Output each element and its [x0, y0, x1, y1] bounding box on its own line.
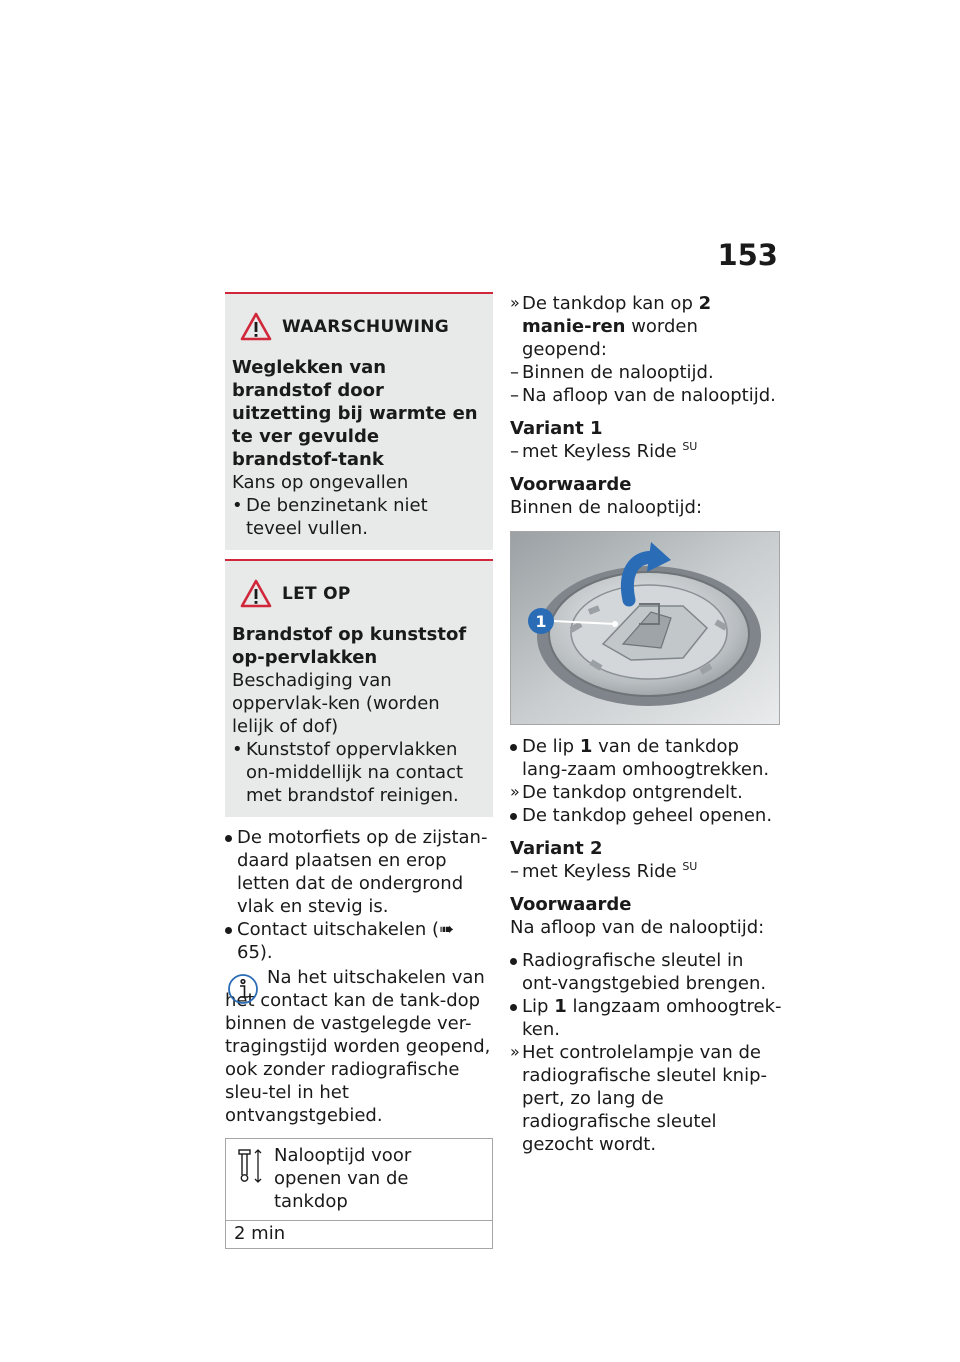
warning-heading: Weglekken van brandstof door uitzetting bij warmte en te ver gevulde brandstof-tank	[232, 357, 478, 470]
variant1-pre-text: Binnen de nalooptijd:	[510, 497, 703, 518]
v1-step1-pre: De lip	[522, 736, 580, 757]
v2-step2-num: 1	[554, 996, 567, 1017]
spec-label: Nalooptijd voor openen van de tankdop	[274, 1145, 412, 1212]
variant2-condition-text: met Keyless Ride	[522, 861, 677, 882]
variant1-condition-text: met Keyless Ride	[522, 441, 677, 462]
variant1-condition	[510, 440, 782, 463]
v1-step1-post: van de tankdop lang-zaam omhoogtrekken.	[522, 736, 770, 780]
caution-triangle-icon	[240, 579, 272, 609]
caution-heading: Brandstof op kunststof op-pervlakken	[232, 624, 467, 668]
warning-title: WAARSCHUWING	[282, 316, 450, 337]
spec-table	[225, 1138, 493, 1249]
v2-step2-pre: Lip	[522, 996, 555, 1017]
variant2-pre-title: Voorwaarde	[510, 894, 632, 915]
variant2-pre-text: Na afloop van de nalooptijd:	[510, 917, 765, 938]
tank-cap-illustration	[511, 532, 779, 724]
variant2-sup: SU	[682, 860, 698, 873]
callout-dot	[612, 621, 618, 627]
step-ignition-off: Contact uitschakelen (➠ 65).	[225, 918, 493, 964]
caution-risk: Beschadiging van oppervlak-ken (worden lelijk of dof)	[232, 670, 440, 737]
intro-result	[510, 292, 782, 361]
v2-step2-post: langzaam omhoogtrek-ken.	[522, 996, 782, 1040]
v1-step1-num: 1	[579, 736, 593, 757]
variant1-sup: SU	[682, 440, 698, 453]
spec-label-row	[226, 1139, 492, 1221]
caution-header	[240, 579, 485, 609]
warning-callout	[225, 292, 493, 550]
caution-measure: • Kunststof oppervlakken on-middellijk na contact met brandstof reinigen.	[232, 738, 485, 807]
variant1-step-open: De tankdop geheel openen.	[510, 804, 782, 827]
wrench-spec-icon	[236, 1147, 268, 1185]
tank-cap-figure	[510, 531, 780, 725]
variant2-step-lip	[510, 995, 782, 1041]
intro-text: De tankdop kan op	[522, 293, 699, 314]
spec-value: 2 min	[234, 1223, 286, 1244]
intro-text-end: worden geopend:	[522, 316, 698, 360]
warning-triangle-icon	[240, 312, 272, 342]
warning-header	[240, 312, 485, 342]
variant1-title: Variant 1	[510, 418, 603, 439]
warning-measure: • De benzinetank niet teveel vullen.	[232, 494, 485, 540]
variant1-pre-title: Voorwaarde	[510, 474, 632, 495]
left-column	[225, 292, 493, 1249]
variant1-step-lip	[510, 735, 782, 781]
variant2-condition	[510, 860, 782, 883]
intro-bold: 2 manie-ren	[522, 293, 712, 337]
info-note	[225, 966, 493, 1127]
right-column	[510, 292, 782, 1156]
caution-callout	[225, 559, 493, 817]
info-note-text: Na het uitschakelen van het contact kan de tank-dop binnen de vastgelegde ver-tragingstijd worden geopend, ook zonder radiografische sleu-tel in het ontvangstgebied.	[225, 967, 491, 1126]
step-sidestand: De motorfiets op de zijstan-daard plaatsen en erop letten dat de ondergrond vlak en stevig is.	[225, 826, 493, 918]
warning-risk: Kans op ongevallen	[232, 472, 409, 493]
page-number: 153	[717, 238, 778, 272]
option-after: – Na afloop van de nalooptijd.	[510, 384, 782, 407]
variant1-result: » De tankdop ontgrendelt.	[510, 781, 782, 804]
variant2-result: » Het controlelampje van de radiografische sleutel knip-pert, zo lang de radiografische sleutel gezocht wordt.	[510, 1041, 782, 1156]
info-icon	[227, 972, 259, 1006]
caution-title: LET OP	[282, 583, 351, 604]
variant2-title: Variant 2	[510, 838, 603, 859]
option-within: – Binnen de nalooptijd.	[510, 361, 782, 384]
callout-number: 1	[535, 612, 547, 631]
variant2-step-key: Radiografische sleutel in ont-vangstgebied brengen.	[510, 949, 782, 995]
